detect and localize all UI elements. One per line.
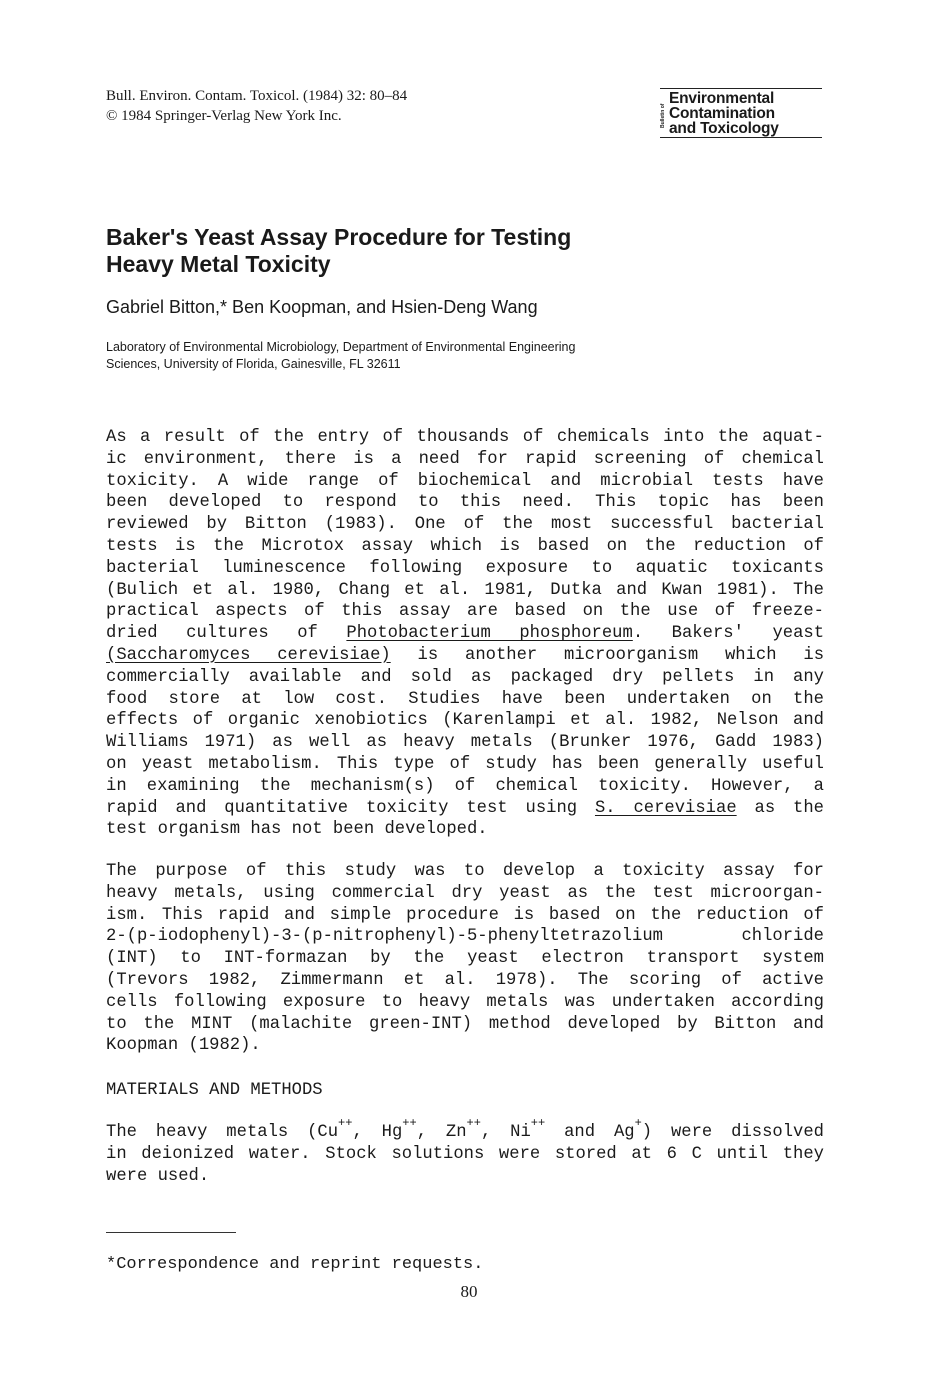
species-name: (Saccharomyces cerevisiae): [106, 645, 391, 665]
paragraph-line: ic environment, there is a need for rapid screening of chemical: [106, 449, 824, 469]
paragraph-line: in examining the mechanism(s) of chemical toxicity. However, a: [106, 776, 824, 796]
journal-logo-line: Environmental: [669, 90, 775, 107]
section-heading-text: MATERIALS AND METHODS: [106, 1081, 323, 1100]
text-run: , Hg: [352, 1123, 403, 1142]
section-heading: [106, 1080, 824, 1102]
text-run: ) were dissolved: [641, 1123, 824, 1142]
paragraph-line: (INT) to INT-formazan by the yeast electron transport system: [106, 949, 824, 969]
affiliation: [106, 339, 575, 373]
affiliation-line: Laboratory of Environmental Microbiology, Department of Environmental Engineering: [106, 340, 576, 354]
journal-logo-line: and Toxicology: [669, 120, 779, 137]
paragraph-materials: [106, 1116, 824, 1187]
paragraph-line: food store at low cost. Studies have been undertaken on the: [106, 689, 824, 709]
paragraph-line: [106, 623, 824, 645]
text-run: , Ni: [480, 1123, 531, 1142]
paragraph-line: heavy metals, using commercial dry yeast as the test microorgan-: [106, 883, 824, 903]
journal-logo: [660, 88, 822, 138]
journal-logo-line: Contamination: [669, 105, 775, 122]
paragraph-line: on yeast metabolism. This type of study has been generally useful: [106, 754, 824, 774]
footnote: *Correspondence and reprint requests.: [106, 1255, 484, 1274]
authors: Gabriel Bitton,* Ben Koopman, and Hsien-Deng Wang: [106, 297, 538, 317]
paragraph-line: toxicity. A wide range of biochemical and microbial tests have: [106, 471, 824, 491]
paragraph-line: cells following exposure to heavy metals was undertaken according: [106, 992, 824, 1012]
paragraph-line: been developed to respond to this need. This topic has been: [106, 493, 824, 513]
paragraph-line: test organism has not been developed.: [106, 820, 488, 840]
charge-superscript: ++: [466, 1116, 481, 1130]
charge-superscript: ++: [338, 1116, 353, 1130]
text-run: . Bakers' yeast: [632, 624, 825, 644]
paragraph-line: to the MINT (malachite green-INT) method developed by Bitton and: [106, 1014, 824, 1034]
paragraph-line: [106, 645, 824, 667]
paragraph-line: Koopman (1982).: [106, 1036, 261, 1056]
paragraph-line: bacterial luminescence following exposure to aquatic toxicants: [106, 558, 824, 578]
footnote-divider: [106, 1232, 236, 1233]
paragraph-line: were used.: [106, 1166, 210, 1186]
title-line: Heavy Metal Toxicity: [106, 251, 331, 277]
species-name: S. cerevisiae: [594, 798, 737, 818]
paragraph-line: Williams 1971) as well as heavy metals (Brunker 1976, Gadd 1983): [106, 733, 824, 753]
paragraph-line: tests is the Microtox assay which is based on the reduction of: [106, 536, 824, 556]
paragraph-line: (Bulich et al. 1980, Chang et al. 1981, Dutka and Kwan 1981). The: [106, 580, 824, 600]
paragraph-introduction: [106, 427, 824, 841]
journal-logo-side-text: Bulletin of: [660, 103, 666, 129]
paragraph-line: [106, 798, 824, 820]
paragraph-line: [106, 1116, 824, 1144]
paragraph-line: As a result of the entry of thousands of chemicals into the aquat-: [106, 428, 824, 447]
text-run: rapid and quantitative toxicity test using: [106, 798, 595, 818]
paragraph-line: in deionized water. Stock solutions were stored at 6 C until they: [106, 1144, 824, 1164]
paragraph-line: The purpose of this study was to develop a toxicity assay for: [106, 862, 824, 881]
text-run: and Ag: [545, 1123, 635, 1142]
paragraph-line: reviewed by Bitton (1983). One of the most successful bacterial: [106, 515, 824, 535]
copyright-line: © 1984 Springer-Verlag New York Inc.: [106, 108, 342, 124]
text-run: dried cultures of: [106, 624, 347, 644]
paragraph-purpose: [106, 861, 824, 1057]
paragraph-line: practical aspects of this assay are based on the use of freeze-: [106, 602, 824, 622]
charge-superscript: ++: [530, 1116, 546, 1130]
affiliation-line: Sciences, University of Florida, Gainesville, FL 32611: [106, 357, 401, 371]
citation-block: [106, 86, 407, 126]
species-name: Photobacterium phosphoreum: [346, 624, 633, 644]
charge-superscript: +: [634, 1116, 642, 1130]
page-number: 80: [460, 1282, 478, 1301]
paragraph-line: 2-(p-iodophenyl)-3-(p-nitrophenyl)-5-phenyltetrazolium chloride: [106, 927, 824, 947]
text-run: is another microorganism which is: [390, 645, 825, 665]
paragraph-line: effects of organic xenobiotics (Karenlampi et al. 1982, Nelson and: [106, 711, 824, 731]
title-line: Baker's Yeast Assay Procedure for Testing: [106, 224, 572, 250]
citation-line: Bull. Environ. Contam. Toxicol. (1984) 32: 80–84: [106, 88, 408, 104]
text-run: The heavy metals (Cu: [106, 1123, 339, 1142]
text-run: , Zn: [416, 1123, 467, 1142]
paragraph-line: commercially available and sold as packaged dry pellets in any: [106, 667, 824, 687]
article-title: [106, 224, 806, 278]
paragraph-line: (Trevors 1982, Zimmermann et al. 1978). The scoring of active: [106, 970, 824, 990]
charge-superscript: ++: [402, 1116, 417, 1130]
text-run: as the: [736, 798, 824, 818]
paragraph-line: ism. This rapid and simple procedure is based on the reduction of: [106, 905, 824, 925]
